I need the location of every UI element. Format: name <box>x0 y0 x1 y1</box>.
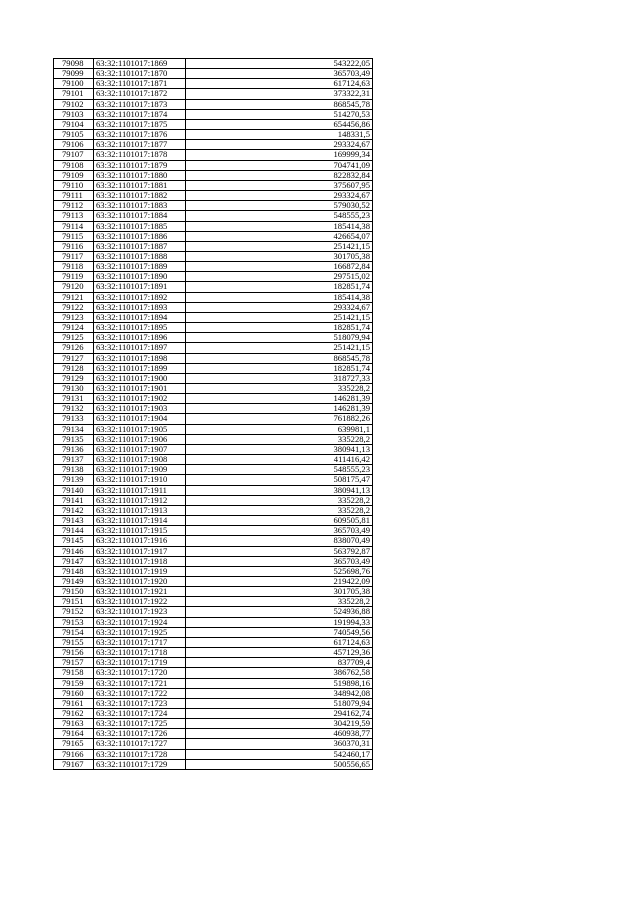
row-number-cell: 79098 <box>54 59 94 69</box>
value-cell: 318727,33 <box>186 373 373 383</box>
table-row <box>54 759 373 769</box>
table-row <box>54 140 373 150</box>
value-cell: 518079,94 <box>186 698 373 708</box>
cadastral-number-cell: 63:32:1101017:1898 <box>94 353 186 363</box>
table-row <box>54 678 373 688</box>
table-row <box>54 180 373 190</box>
row-number-cell: 79158 <box>54 668 94 678</box>
table-row <box>54 749 373 759</box>
table-row <box>54 637 373 647</box>
value-cell: 822832,84 <box>186 170 373 180</box>
cadastral-number-cell: 63:32:1101017:1720 <box>94 668 186 678</box>
cadastral-number-cell: 63:32:1101017:1913 <box>94 505 186 515</box>
value-cell: 365703,49 <box>186 526 373 536</box>
cadastral-number-cell: 63:32:1101017:1727 <box>94 739 186 749</box>
cadastral-number-cell: 63:32:1101017:1879 <box>94 160 186 170</box>
value-cell: 251421,15 <box>186 312 373 322</box>
cadastral-number-cell: 63:32:1101017:1902 <box>94 394 186 404</box>
row-number-cell: 79101 <box>54 89 94 99</box>
table-row <box>54 546 373 556</box>
row-number-cell: 79153 <box>54 617 94 627</box>
cadastral-number-cell: 63:32:1101017:1908 <box>94 455 186 465</box>
row-number-cell: 79150 <box>54 587 94 597</box>
table-row <box>54 160 373 170</box>
table-row <box>54 231 373 241</box>
value-cell: 301705,38 <box>186 251 373 261</box>
cadastral-number-cell: 63:32:1101017:1869 <box>94 59 186 69</box>
row-number-cell: 79143 <box>54 516 94 526</box>
cadastral-number-cell: 63:32:1101017:1885 <box>94 221 186 231</box>
table-row <box>54 475 373 485</box>
value-cell: 563792,87 <box>186 546 373 556</box>
value-cell: 380941,13 <box>186 485 373 495</box>
value-cell: 518079,94 <box>186 333 373 343</box>
table-row <box>54 384 373 394</box>
value-cell: 617124,63 <box>186 637 373 647</box>
cadastral-number-cell: 63:32:1101017:1918 <box>94 556 186 566</box>
value-cell: 360370,31 <box>186 739 373 749</box>
cadastral-number-cell: 63:32:1101017:1872 <box>94 89 186 99</box>
row-number-cell: 79121 <box>54 292 94 302</box>
value-cell: 365703,49 <box>186 556 373 566</box>
cadastral-number-cell: 63:32:1101017:1915 <box>94 526 186 536</box>
row-number-cell: 79107 <box>54 150 94 160</box>
row-number-cell: 79141 <box>54 495 94 505</box>
table-row <box>54 414 373 424</box>
row-number-cell: 79147 <box>54 556 94 566</box>
table-row <box>54 343 373 353</box>
row-number-cell: 79127 <box>54 353 94 363</box>
value-cell: 166872,84 <box>186 262 373 272</box>
row-number-cell: 79163 <box>54 719 94 729</box>
table-row <box>54 668 373 678</box>
cadastral-number-cell: 63:32:1101017:1894 <box>94 312 186 322</box>
cadastral-number-cell: 63:32:1101017:1726 <box>94 729 186 739</box>
cadastral-number-cell: 63:32:1101017:1919 <box>94 566 186 576</box>
value-cell: 654456,86 <box>186 119 373 129</box>
cadastral-number-cell: 63:32:1101017:1723 <box>94 698 186 708</box>
row-number-cell: 79149 <box>54 576 94 586</box>
table-row <box>54 312 373 322</box>
cadastral-number-cell: 63:32:1101017:1887 <box>94 241 186 251</box>
value-cell: 146281,39 <box>186 394 373 404</box>
row-number-cell: 79113 <box>54 211 94 221</box>
row-number-cell: 79126 <box>54 343 94 353</box>
row-number-cell: 79151 <box>54 597 94 607</box>
row-number-cell: 79165 <box>54 739 94 749</box>
row-number-cell: 79117 <box>54 251 94 261</box>
row-number-cell: 79123 <box>54 312 94 322</box>
row-number-cell: 79162 <box>54 709 94 719</box>
row-number-cell: 79146 <box>54 546 94 556</box>
value-cell: 335228,2 <box>186 434 373 444</box>
cadastral-number-cell: 63:32:1101017:1883 <box>94 201 186 211</box>
cadastral-number-cell: 63:32:1101017:1890 <box>94 272 186 282</box>
cadastral-number-cell: 63:32:1101017:1875 <box>94 119 186 129</box>
row-number-cell: 79099 <box>54 69 94 79</box>
value-cell: 335228,2 <box>186 384 373 394</box>
value-cell: 293324,67 <box>186 191 373 201</box>
row-number-cell: 79116 <box>54 241 94 251</box>
row-number-cell: 79148 <box>54 566 94 576</box>
row-number-cell: 79135 <box>54 434 94 444</box>
row-number-cell: 79132 <box>54 404 94 414</box>
value-cell: 251421,15 <box>186 241 373 251</box>
cadastral-number-cell: 63:32:1101017:1882 <box>94 191 186 201</box>
table-row <box>54 109 373 119</box>
cadastral-number-cell: 63:32:1101017:1878 <box>94 150 186 160</box>
value-cell: 365703,49 <box>186 69 373 79</box>
value-cell: 838070,49 <box>186 536 373 546</box>
row-number-cell: 79164 <box>54 729 94 739</box>
table-row <box>54 556 373 566</box>
table-row <box>54 536 373 546</box>
cadastral-number-cell: 63:32:1101017:1907 <box>94 444 186 454</box>
table-body <box>54 59 373 770</box>
value-cell: 294162,74 <box>186 709 373 719</box>
value-cell: 375607,95 <box>186 180 373 190</box>
row-number-cell: 79137 <box>54 455 94 465</box>
table-row <box>54 597 373 607</box>
table-row <box>54 333 373 343</box>
cadastral-number-cell: 63:32:1101017:1886 <box>94 231 186 241</box>
cadastral-number-cell: 63:32:1101017:1899 <box>94 363 186 373</box>
table-row <box>54 516 373 526</box>
row-number-cell: 79124 <box>54 323 94 333</box>
cadastral-number-cell: 63:32:1101017:1914 <box>94 516 186 526</box>
cadastral-number-cell: 63:32:1101017:1903 <box>94 404 186 414</box>
cadastral-number-cell: 63:32:1101017:1925 <box>94 627 186 637</box>
cadastral-number-cell: 63:32:1101017:1725 <box>94 719 186 729</box>
row-number-cell: 79161 <box>54 698 94 708</box>
row-number-cell: 79145 <box>54 536 94 546</box>
cadastral-number-cell: 63:32:1101017:1718 <box>94 648 186 658</box>
cadastral-number-cell: 63:32:1101017:1717 <box>94 637 186 647</box>
value-cell: 837709,4 <box>186 658 373 668</box>
cadastral-number-cell: 63:32:1101017:1917 <box>94 546 186 556</box>
value-cell: 148331,5 <box>186 130 373 140</box>
value-cell: 251421,15 <box>186 343 373 353</box>
row-number-cell: 79115 <box>54 231 94 241</box>
value-cell: 411416,42 <box>186 455 373 465</box>
cadastral-number-cell: 63:32:1101017:1916 <box>94 536 186 546</box>
value-cell: 548555,23 <box>186 211 373 221</box>
row-number-cell: 79159 <box>54 678 94 688</box>
cadastral-number-cell: 63:32:1101017:1906 <box>94 434 186 444</box>
value-cell: 191994,33 <box>186 617 373 627</box>
row-number-cell: 79109 <box>54 170 94 180</box>
value-cell: 297515,02 <box>186 272 373 282</box>
value-cell: 185414,38 <box>186 221 373 231</box>
table-row <box>54 505 373 515</box>
table-row <box>54 394 373 404</box>
value-cell: 543222,05 <box>186 59 373 69</box>
row-number-cell: 79103 <box>54 109 94 119</box>
cadastral-number-cell: 63:32:1101017:1893 <box>94 302 186 312</box>
table-row <box>54 221 373 231</box>
table-row <box>54 241 373 251</box>
table-row <box>54 201 373 211</box>
cadastral-number-cell: 63:32:1101017:1874 <box>94 109 186 119</box>
cadastral-number-cell: 63:32:1101017:1724 <box>94 709 186 719</box>
value-cell: 868545,78 <box>186 99 373 109</box>
table-row <box>54 576 373 586</box>
row-number-cell: 79136 <box>54 444 94 454</box>
value-cell: 740549,56 <box>186 627 373 637</box>
cadastral-number-cell: 63:32:1101017:1722 <box>94 688 186 698</box>
cadastral-number-cell: 63:32:1101017:1897 <box>94 343 186 353</box>
value-cell: 335228,2 <box>186 495 373 505</box>
row-number-cell: 79122 <box>54 302 94 312</box>
cadastral-number-cell: 63:32:1101017:1721 <box>94 678 186 688</box>
table-row <box>54 89 373 99</box>
cadastral-number-cell: 63:32:1101017:1719 <box>94 658 186 668</box>
table-row <box>54 444 373 454</box>
row-number-cell: 79156 <box>54 648 94 658</box>
table-row <box>54 282 373 292</box>
value-cell: 293324,67 <box>186 302 373 312</box>
table-row <box>54 658 373 668</box>
value-cell: 348942,08 <box>186 688 373 698</box>
value-cell: 542460,17 <box>186 749 373 759</box>
table-row <box>54 353 373 363</box>
row-number-cell: 79142 <box>54 505 94 515</box>
cadastral-number-cell: 63:32:1101017:1884 <box>94 211 186 221</box>
cadastral-number-cell: 63:32:1101017:1912 <box>94 495 186 505</box>
table-row <box>54 404 373 414</box>
value-cell: 524936,88 <box>186 607 373 617</box>
cadastral-number-cell: 63:32:1101017:1904 <box>94 414 186 424</box>
cadastral-number-cell: 63:32:1101017:1905 <box>94 424 186 434</box>
value-cell: 146281,39 <box>186 404 373 414</box>
table-row <box>54 587 373 597</box>
table-row <box>54 119 373 129</box>
value-cell: 293324,67 <box>186 140 373 150</box>
table-row <box>54 607 373 617</box>
cadastral-number-cell: 63:32:1101017:1896 <box>94 333 186 343</box>
value-cell: 169999,34 <box>186 150 373 160</box>
row-number-cell: 79167 <box>54 759 94 769</box>
row-number-cell: 79114 <box>54 221 94 231</box>
row-number-cell: 79152 <box>54 607 94 617</box>
cadastral-number-cell: 63:32:1101017:1877 <box>94 140 186 150</box>
cadastral-number-cell: 63:32:1101017:1891 <box>94 282 186 292</box>
table-row <box>54 424 373 434</box>
row-number-cell: 79157 <box>54 658 94 668</box>
value-cell: 609505,81 <box>186 516 373 526</box>
row-number-cell: 79139 <box>54 475 94 485</box>
row-number-cell: 79102 <box>54 99 94 109</box>
table-row <box>54 688 373 698</box>
value-cell: 579030,52 <box>186 201 373 211</box>
table-row <box>54 79 373 89</box>
row-number-cell: 79134 <box>54 424 94 434</box>
value-cell: 380941,13 <box>186 444 373 454</box>
cadastral-number-cell: 63:32:1101017:1920 <box>94 576 186 586</box>
value-cell: 426654,07 <box>186 231 373 241</box>
value-cell: 868545,78 <box>186 353 373 363</box>
value-cell: 617124,63 <box>186 79 373 89</box>
row-number-cell: 79131 <box>54 394 94 404</box>
row-number-cell: 79105 <box>54 130 94 140</box>
table-row <box>54 566 373 576</box>
table-row <box>54 292 373 302</box>
cadastral-number-cell: 63:32:1101017:1895 <box>94 323 186 333</box>
table-row <box>54 69 373 79</box>
value-cell: 182851,74 <box>186 323 373 333</box>
row-number-cell: 79125 <box>54 333 94 343</box>
row-number-cell: 79155 <box>54 637 94 647</box>
cadastral-number-cell: 63:32:1101017:1888 <box>94 251 186 261</box>
value-cell: 548555,23 <box>186 465 373 475</box>
cadastral-number-cell: 63:32:1101017:1873 <box>94 99 186 109</box>
table-row <box>54 251 373 261</box>
row-number-cell: 79130 <box>54 384 94 394</box>
cadastral-number-cell: 63:32:1101017:1892 <box>94 292 186 302</box>
table-row <box>54 150 373 160</box>
table-row <box>54 130 373 140</box>
cadastral-number-cell: 63:32:1101017:1728 <box>94 749 186 759</box>
row-number-cell: 79166 <box>54 749 94 759</box>
value-cell: 335228,2 <box>186 597 373 607</box>
value-cell: 304219,59 <box>186 719 373 729</box>
table-row <box>54 272 373 282</box>
cadastral-number-cell: 63:32:1101017:1900 <box>94 373 186 383</box>
cadastral-number-cell: 63:32:1101017:1901 <box>94 384 186 394</box>
cadastral-number-cell: 63:32:1101017:1923 <box>94 607 186 617</box>
cadastral-number-cell: 63:32:1101017:1871 <box>94 79 186 89</box>
value-cell: 185414,38 <box>186 292 373 302</box>
table-row <box>54 170 373 180</box>
value-cell: 639981,1 <box>186 424 373 434</box>
cadastral-number-cell: 63:32:1101017:1911 <box>94 485 186 495</box>
cadastral-number-cell: 63:32:1101017:1729 <box>94 759 186 769</box>
table-row <box>54 465 373 475</box>
cadastral-value-table <box>53 58 373 770</box>
table-row <box>54 709 373 719</box>
row-number-cell: 79106 <box>54 140 94 150</box>
row-number-cell: 79160 <box>54 688 94 698</box>
table-row <box>54 526 373 536</box>
value-cell: 457129,36 <box>186 648 373 658</box>
value-cell: 761882,26 <box>186 414 373 424</box>
row-number-cell: 79118 <box>54 262 94 272</box>
table-row <box>54 739 373 749</box>
value-cell: 508175,47 <box>186 475 373 485</box>
cadastral-number-cell: 63:32:1101017:1922 <box>94 597 186 607</box>
table-row <box>54 698 373 708</box>
cadastral-number-cell: 63:32:1101017:1876 <box>94 130 186 140</box>
value-cell: 182851,74 <box>186 282 373 292</box>
row-number-cell: 79154 <box>54 627 94 637</box>
table-row <box>54 99 373 109</box>
cadastral-number-cell: 63:32:1101017:1889 <box>94 262 186 272</box>
table-row <box>54 455 373 465</box>
cadastral-number-cell: 63:32:1101017:1909 <box>94 465 186 475</box>
value-cell: 373322,31 <box>186 89 373 99</box>
table-row <box>54 434 373 444</box>
row-number-cell: 79144 <box>54 526 94 536</box>
row-number-cell: 79133 <box>54 414 94 424</box>
row-number-cell: 79129 <box>54 373 94 383</box>
cadastral-number-cell: 63:32:1101017:1881 <box>94 180 186 190</box>
row-number-cell: 79138 <box>54 465 94 475</box>
row-number-cell: 79112 <box>54 201 94 211</box>
table-row <box>54 617 373 627</box>
table-row <box>54 302 373 312</box>
value-cell: 386762,58 <box>186 668 373 678</box>
table-row <box>54 495 373 505</box>
value-cell: 500556,65 <box>186 759 373 769</box>
row-number-cell: 79108 <box>54 160 94 170</box>
value-cell: 219422,09 <box>186 576 373 586</box>
table-row <box>54 323 373 333</box>
value-cell: 514270,53 <box>186 109 373 119</box>
row-number-cell: 79120 <box>54 282 94 292</box>
table-row <box>54 373 373 383</box>
table-row <box>54 627 373 637</box>
table-row <box>54 211 373 221</box>
row-number-cell: 79111 <box>54 191 94 201</box>
row-number-cell: 79119 <box>54 272 94 282</box>
cadastral-number-cell: 63:32:1101017:1921 <box>94 587 186 597</box>
row-number-cell: 79128 <box>54 363 94 373</box>
value-cell: 704741,09 <box>186 160 373 170</box>
table-row <box>54 191 373 201</box>
table-row <box>54 485 373 495</box>
cadastral-number-cell: 63:32:1101017:1880 <box>94 170 186 180</box>
cadastral-number-cell: 63:32:1101017:1870 <box>94 69 186 79</box>
cadastral-number-cell: 63:32:1101017:1910 <box>94 475 186 485</box>
value-cell: 335228,2 <box>186 505 373 515</box>
value-cell: 525698,76 <box>186 566 373 576</box>
cadastral-number-cell: 63:32:1101017:1924 <box>94 617 186 627</box>
table-row <box>54 363 373 373</box>
row-number-cell: 79100 <box>54 79 94 89</box>
table-row <box>54 262 373 272</box>
value-cell: 519898,16 <box>186 678 373 688</box>
table-row <box>54 59 373 69</box>
table-row <box>54 648 373 658</box>
table-row <box>54 719 373 729</box>
value-cell: 460938,77 <box>186 729 373 739</box>
value-cell: 301705,38 <box>186 587 373 597</box>
row-number-cell: 79104 <box>54 119 94 129</box>
table-row <box>54 729 373 739</box>
row-number-cell: 79140 <box>54 485 94 495</box>
row-number-cell: 79110 <box>54 180 94 190</box>
value-cell: 182851,74 <box>186 363 373 373</box>
